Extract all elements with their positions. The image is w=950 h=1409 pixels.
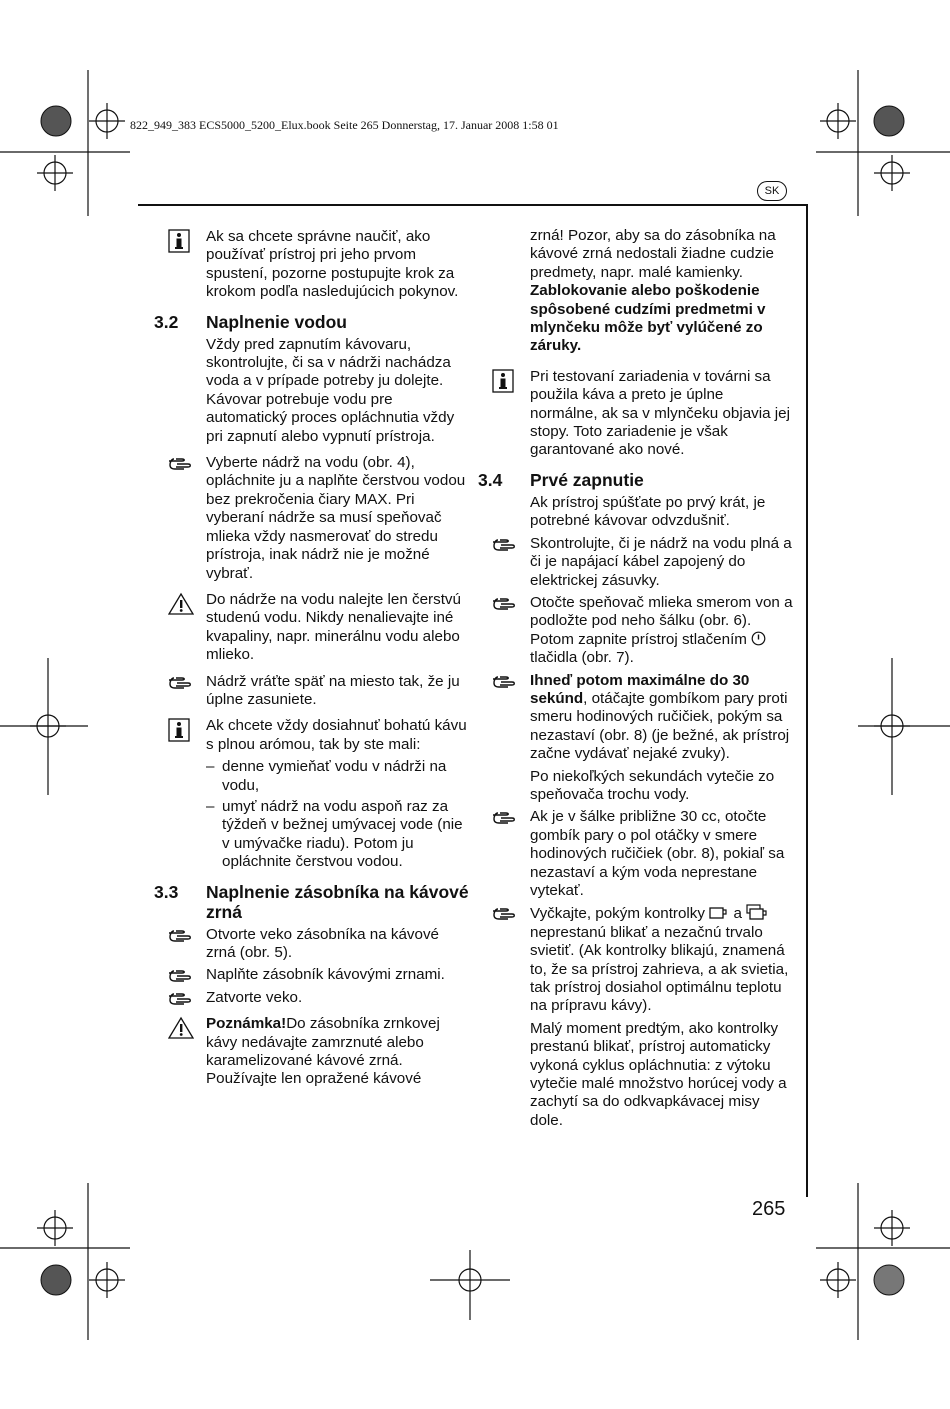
paragraph-text: Vždy pred zapnutím kávovaru, skontrolujte, či sa v nádrži nachádza voda a v prípade potreby ju dolejte. Kávovar potrebuje vodu pre automatický proces opláchnutia vždy pri zapnutí alebo vypnutí prístroja. — [206, 335, 455, 445]
step-text: neprestanú blikať a nezačnú trvalo svietiť. (Ak kontrolky blikajú, znamená to, že sa prístroj zahrieva, a ak svietia, tak prístroj dosiahol optimálnu teplotu na prípravu kávy). — [530, 923, 789, 1015]
paragraph — [474, 494, 794, 531]
info-text: Ak sa chcete správne naučiť, ako používať prístroj pri jeho prvom spustení, pozorne postupujte krok za krokom podľa nasledujúcich pokynov. — [206, 228, 459, 301]
step-item — [474, 672, 794, 764]
dash-bullet: – — [206, 797, 215, 815]
step-item — [150, 966, 470, 984]
note-block — [150, 1015, 470, 1089]
section-title: Naplnenie vodou — [206, 311, 347, 332]
step-text: Zatvorte veko. — [206, 988, 303, 1006]
section-heading-3-2 — [150, 312, 470, 332]
step-item — [150, 989, 470, 1007]
paragraph-text: Po niekoľkých sekundách vytečie zo speňovača trochu vody. — [530, 767, 775, 803]
pointing-hand-icon — [492, 536, 516, 552]
list-item — [206, 758, 470, 795]
double-cup-indicator-icon — [746, 904, 768, 920]
list-item — [206, 798, 470, 872]
page-number: 265 — [752, 1198, 786, 1220]
step-text: Nádrž vráťte späť na miesto tak, že ju úplne zasuniete. — [206, 672, 460, 708]
section-title: Naplnenie zásobníka na kávové zrná — [206, 881, 469, 922]
paragraph — [474, 1020, 794, 1130]
step-emphasis: Ihneď potom maximálne do 30 sekúnd — [530, 671, 750, 707]
step-text: Ak je v šálke približne 30 cc, otočte gombík pary o pol otáčky v smere hodinových ručičiek (obr. 8), pokiaľ sa nezastaví a kým voda neprestane vytekať. — [530, 808, 785, 899]
right-rule — [806, 204, 808, 1197]
info-block-aroma — [150, 717, 470, 754]
note-continued — [474, 227, 794, 356]
top-rule — [138, 204, 808, 206]
paragraph-text: Ak prístroj spúšťate po prvý krát, je potrebné kávovar odvzdušniť. — [530, 493, 766, 530]
warranty-note: Zablokovanie alebo poškodenie spôsobené cudzími predmetmi v mlynčeku môže byť vylúčené zo záruky. — [530, 282, 766, 355]
step-item — [474, 904, 794, 1015]
paragraph — [474, 768, 794, 805]
step-item — [150, 454, 470, 583]
warning-icon — [168, 1016, 194, 1040]
warning-block — [150, 591, 470, 665]
step-text: Vyčkajte, pokým kontrolky — [530, 905, 710, 923]
pointing-hand-icon — [168, 455, 192, 471]
left-column — [150, 228, 470, 1097]
right-column — [474, 227, 794, 1138]
step-item — [474, 594, 794, 668]
step-text: Otvorte veko zásobníka na kávové zrná (obr. 5). — [206, 925, 440, 961]
step-text: Vyberte nádrž na vodu (obr. 4), opláchnite ju a naplňte čerstvou vodou bez prekročenia čiary MAX. Pri vyberaní nádrže sa musí speňovač mlieka vždy nasmerovať do stredu prístroja, inak nádrž nie je možné vybrať. — [206, 454, 466, 582]
step-text: Skontrolujte, či je nádrž na vodu plná a či je napájací kábel zapojený do elektrickej zásuvky. — [530, 534, 792, 589]
warning-icon — [168, 592, 194, 616]
info-text: Ak chcete vždy dosiahnuť bohatú kávu s plnou arómou, tak by ste mali: — [206, 717, 467, 753]
section-heading-3-3 — [150, 882, 470, 922]
step-item — [474, 535, 794, 590]
dash-bullet: – — [206, 758, 215, 776]
pointing-hand-icon — [492, 673, 516, 689]
language-badge: SK — [757, 181, 787, 201]
dash-list — [150, 758, 470, 871]
step-text: a — [729, 905, 747, 923]
step-text: Naplňte zásobník kávovými zrnami. — [206, 966, 445, 984]
info-block-intro — [150, 228, 470, 302]
step-text: tlačidla (obr. 7). — [530, 649, 634, 667]
step-text: , otáčajte gombíkom pary proti smeru hodinových ručičiek, pokým sa nezastaví (obr. 8) (je bežné, ak prístroj začne vydávať nejaké zvuky). — [530, 689, 790, 763]
section-number: 3.4 — [478, 469, 503, 490]
pointing-hand-icon — [168, 990, 192, 1006]
paragraph-text: Malý moment predtým, ako kontrolky prestanú blikať, prístroj automaticky vykoná cyklus opláchnutia: z výtoku vytečie malé množstvo horúcej vody a zachytí sa do odkvapkávacej misy dole. — [530, 1019, 787, 1129]
pointing-hand-icon — [492, 809, 516, 825]
info-text: Pri testovaní zariadenia v továrni sa použila káva a preto je úplne normálne, ak sa v mlynčeku objavia jej stopy. Toto zariadenie je však garantované ako nové. — [530, 367, 790, 459]
paragraph — [150, 336, 470, 446]
section-number: 3.3 — [154, 881, 179, 902]
step-item — [150, 926, 470, 963]
pointing-hand-icon — [492, 595, 516, 611]
info-icon — [168, 718, 190, 742]
warning-text: Do nádrže na vodu nalejte len čerstvú studenú vodu. Nikdy nenalievajte iné kvapaliny, napr. minerálnu vodu alebo mlieko. — [206, 590, 461, 664]
note-label: Poznámka! — [206, 1015, 287, 1033]
list-item-text: umyť nádrž na vodu aspoň raz za týždeň v bežnej umývacej vode (nie v umývačke riadu). Potom ju opláchnite čerstvou vodou. — [222, 797, 463, 871]
pointing-hand-icon — [168, 927, 192, 943]
step-item — [474, 808, 794, 900]
single-cup-indicator-icon — [709, 906, 729, 920]
step-item — [150, 673, 470, 710]
step-text: Otočte speňovač mlieka smerom von a podložte pod neho šálku (obr. 6). Potom zapnite prístroj stlačením — [530, 593, 793, 648]
info-icon — [168, 229, 190, 253]
section-heading-3-4 — [474, 470, 794, 490]
section-title: Prvé zapnutie — [530, 469, 644, 490]
power-button-icon — [751, 631, 766, 646]
info-block-factory — [474, 368, 794, 460]
list-item-text: denne vymieňať vodu v nádrži na vodu, — [222, 758, 447, 794]
section-number: 3.2 — [154, 311, 179, 332]
pointing-hand-icon — [492, 905, 516, 921]
pointing-hand-icon — [168, 674, 192, 690]
print-header: 822_949_383 ECS5000_5200_Elux.book Seite 265 Donnerstag, 17. Januar 2008 1:58 01 — [130, 118, 559, 132]
info-icon — [492, 369, 514, 393]
pointing-hand-icon — [168, 967, 192, 983]
note-text: zrná! Pozor, aby sa do zásobníka na kávové zrná nedostali žiadne cudzie predmety, napr. malé kamienky. — [530, 227, 776, 281]
note-text: Do zásobníka zrnkovej kávy nedávajte zamrznuté alebo karamelizované kávové zrná. Používajte len opražené kávové — [206, 1015, 440, 1088]
